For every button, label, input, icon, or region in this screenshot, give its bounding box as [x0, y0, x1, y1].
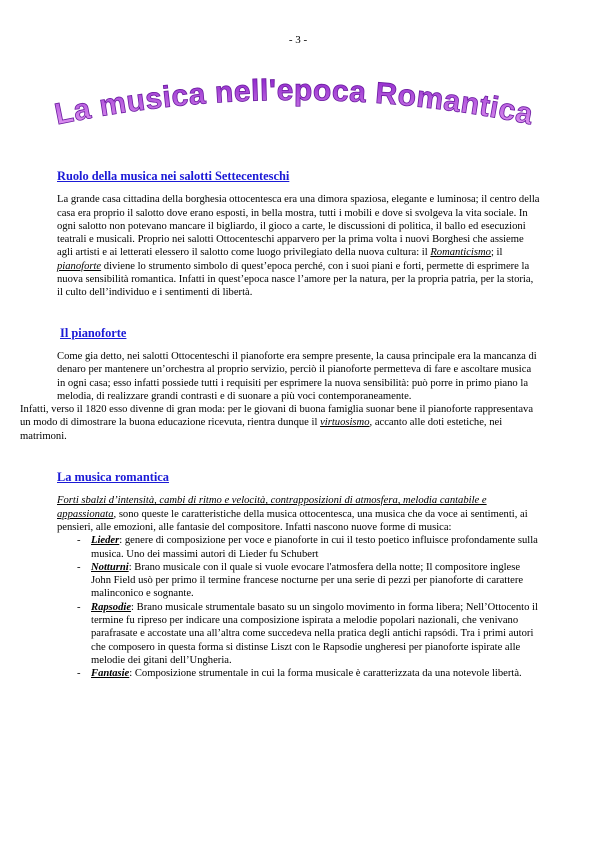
document-body	[20, 169, 540, 681]
paragraph-musica-romantica	[57, 494, 540, 534]
list-dash: -	[77, 601, 81, 613]
link-pianoforte[interactable]: pianoforte	[57, 260, 102, 272]
list-item	[77, 667, 540, 680]
list-item-text: : genere di composizione per voce e pianoforte in cui il testo poetico influisce profondamente sulla musica. Uno dei massimi autori di Lieder fu Schubert	[91, 535, 538, 560]
wordart-title	[44, 76, 544, 146]
list-item-text: : Brano musicale strumentale basato su un singolo movimento in forma libera; Nell’Ottocento il termine fu ripreso per indicare una composizione ispirata a melodie popolari nazionali, che venivano parafrasate e accostate una all’altra come succedeva nella pratica degli antichi rapsódi. Tra i primi autori che composero in questa forma si distinse Liszt con le Rapsodie ungheresi per pianoforte ispirate alle melodie dei gitani dell’Ungheria.	[91, 601, 538, 666]
list-dash: -	[77, 535, 81, 547]
list-dash: -	[77, 668, 81, 680]
list-dash: -	[77, 561, 81, 573]
page-title	[44, 76, 544, 146]
text-run: Infatti, verso il 1820 esso divenne di gran moda: per le giovani di buona famiglia suonar bene il pianoforte rappresentava un modo di dimostrare la buona educazione ricevuta, rientra dunque il	[20, 404, 534, 429]
term-notturni[interactable]: Notturni	[91, 561, 129, 573]
svg-text:La musica nell'epoca Romantica	[52, 76, 536, 131]
text-run: , accanto alle doti estetiche, nei matrimoni.	[20, 417, 503, 442]
section-heading-musica-romantica: La musica romantica	[57, 470, 169, 485]
page-number: - 3 -	[288, 34, 308, 46]
list-item	[77, 601, 540, 667]
list-item	[77, 561, 540, 601]
section-heading-pianoforte: Il pianoforte	[60, 325, 127, 340]
paragraph-salotti	[57, 193, 540, 299]
title-text: La musica nell'epoca Romantica	[51, 76, 537, 132]
term-fantasie[interactable]: Fantasie	[91, 668, 130, 680]
list-item-text: : Brano musicale con il quale si vuole evocare l'atmosfera della notte; Il compositore inglese John Field usò per primo il termine francese nocturne per una serie di pezzi per pianoforte di carattere malinconico e sognante.	[91, 561, 524, 600]
text-run: La grande casa cittadina della borghesia ottocentesca era una dimora spaziosa, elegante e luminosa; il centro della casa era proprio il salotto dove erano esposti, in bella mostra, tutti i mobili e dove si svolgeva la vita sociale. In ogni salotto non potevano mancare il bigliardo, il gioco a carte, le discussioni di politica, il ballo ed esecuzioni teatrali e musicali. Proprio nei salotti Ottocenteschi apparvero per la prima volta i nuovi Borghesi che assieme agli artisti e ai letterati elessero il salotto come luogo privilegiato della nuova cultura: il	[57, 194, 540, 259]
link-virtuosismo[interactable]: virtuosismo	[320, 417, 370, 429]
paragraph-pianoforte-1: Come gia detto, nei salotti Ottocenteschi il pianoforte era sempre presente, la causa principale era la mancanza di denaro per mantenere un’orchestra al proprio servizio, perciò il pianoforte permetteva di fare e ascoltare musica in ogni casa; esso infatti possiede tutti i requisiti per esprimere la nuova sensibilità: può porre in primo piano la melodia, di realizzare grandi contrasti e di suonare a più voci contemporaneamente.	[57, 350, 537, 402]
term-lieder[interactable]: Lieder	[91, 535, 120, 547]
list-item-text: : Composizione strumentale in cui la forma musicale è caratterizzata da una notevole libertà.	[129, 668, 522, 680]
text-run: ; il	[490, 247, 503, 259]
term-rapsodie[interactable]: Rapsodie	[91, 601, 132, 613]
text-run: diviene lo strumento simbolo di quest’epoca perché, con i suoi piani e forti, permette di esprimere la nuova sensibilità romantica. Infatti in quest’epoca nasce l’amore per la natura, per la propria patria, per la storia, il culto dell’individuo e i sentimenti di libertà.	[57, 260, 534, 299]
forms-list	[57, 534, 540, 680]
section-heading-salotti: Ruolo della musica nei salotti Settecenteschi	[57, 169, 290, 183]
paragraph-pianoforte-2	[20, 403, 540, 443]
intro-italic: Forti sbalzi d’intensità, cambi di ritmo e velocità, contrapposizioni di atmosfera, melodia cantabile e appassionata	[57, 495, 487, 520]
list-item	[77, 534, 540, 561]
text-run: , sono queste le caratteristiche della musica ottocentesca, una musica che da voce ai sentimenti, ai pensieri, alle emozioni, alle fantasie del compositore. Infatti nascono nuove forme di musica:	[57, 508, 528, 533]
link-romanticismo[interactable]: Romanticismo	[430, 247, 491, 259]
